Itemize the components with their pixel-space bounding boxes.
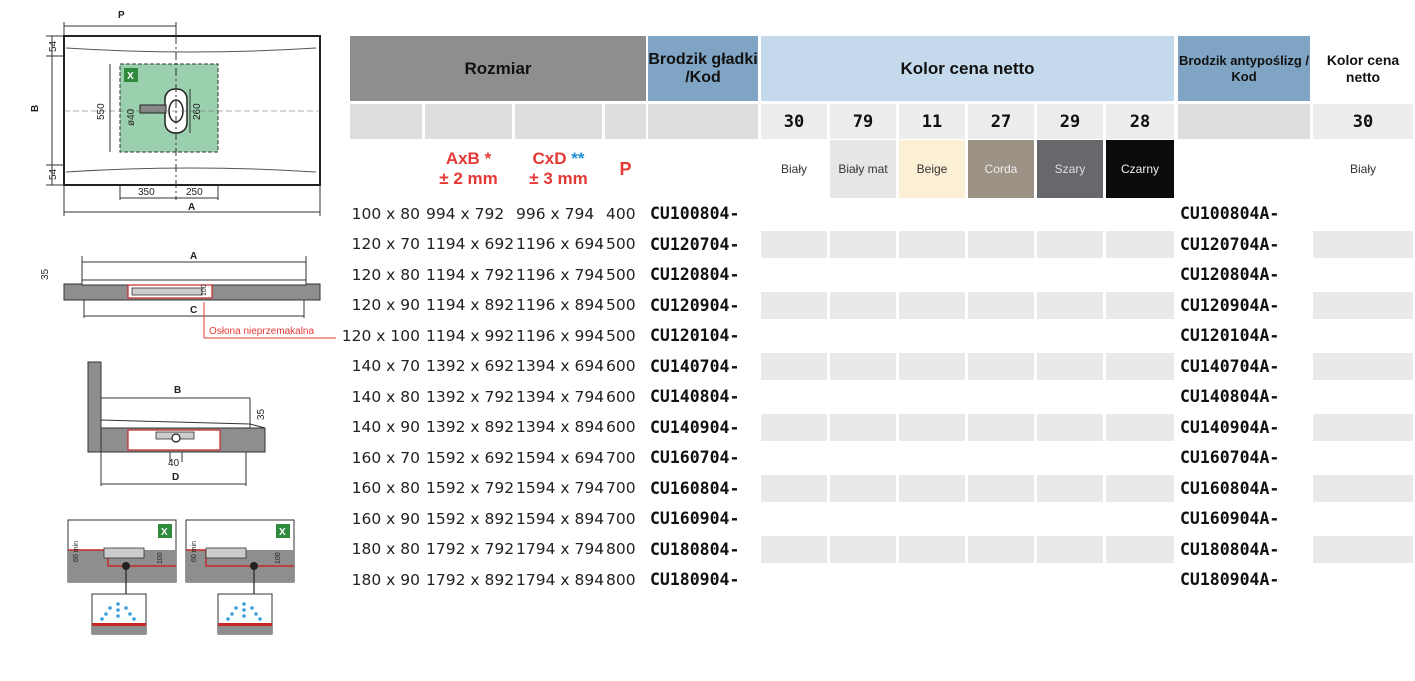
cell-p: 400 [606,204,636,223]
cell-cxd: 1794 x 794 [516,540,605,558]
cell-price [761,536,827,563]
cell-price [830,231,896,258]
cell-price [1037,322,1103,349]
cell-price [830,200,896,227]
color-code-79: 79 [830,104,896,139]
cell-code: CU140704- [650,356,740,376]
cell-code-anty: CU180904A- [1180,570,1280,589]
cell-price [1037,444,1103,471]
cell-price [1037,353,1103,380]
table-row [340,261,1415,288]
color-code-30-anty: 30 [1313,104,1413,139]
cell-price [830,322,896,349]
cell-price [968,200,1034,227]
cell-axb: 994 x 792 [426,204,505,223]
cell-axb: 1392 x 692 [426,357,515,375]
cell-price [899,200,965,227]
cell-price [968,353,1034,380]
end-40: 40 [168,458,180,469]
cell-price [899,475,965,502]
drain-right-badge: X [279,527,286,538]
cell-price [899,414,965,441]
axb-tolerance: ± 2 mm [439,169,498,188]
drain-view-right [186,520,294,634]
header-brodzik-gladki: Brodzik gładki /Kod [648,36,758,101]
cell-price-anty [1313,353,1413,380]
cell-price [968,383,1034,410]
swatch-beige: Beige [899,140,965,198]
cell-code-anty: CU120804A- [1180,265,1280,284]
table-row [340,475,1415,502]
cell-price-anty [1313,475,1413,502]
drain-left-badge: X [161,527,168,538]
cell-price [761,200,827,227]
dim-54-top: 54 [48,40,59,52]
code-blank-2 [425,104,512,139]
cell-p: 500 [606,235,636,253]
cell-code: CU120704- [650,234,740,254]
header-kolor-cena-2: Kolor cena netto [1313,36,1413,101]
cell-price [968,505,1034,532]
cell-code: CU180904- [650,570,740,589]
cell-p: 500 [606,265,636,284]
table-row [340,231,1415,258]
cell-cxd: 1196 x 794 [516,265,605,284]
cell-p: 600 [606,387,636,406]
cell-axb: 1194 x 692 [426,235,515,253]
cell-price [830,536,896,563]
cell-price [761,383,827,410]
cell-size: 140 x 80 [351,387,420,406]
cell-axb: 1392 x 892 [426,418,515,436]
cell-price-anty [1313,536,1413,563]
cell-price [1037,200,1103,227]
table-row [340,383,1415,410]
cell-code: CU100804- [650,204,740,223]
cell-price [899,322,965,349]
cxd-star: ** [571,149,585,168]
cell-price [830,353,896,380]
end-d-label: D [172,472,180,483]
cell-code: CU160804- [650,478,740,498]
cell-price [1106,475,1174,502]
table-row [340,200,1415,227]
top-view-drawing [30,10,320,216]
side-view-drawing [40,251,336,338]
cell-price [830,444,896,471]
swatch-bialy-mat: Biały mat [830,140,896,198]
cell-code: CU140904- [650,417,740,437]
table-row [340,444,1415,471]
cell-code-anty: CU180804A- [1180,539,1280,559]
technical-drawings [0,0,340,681]
cell-size: 160 x 70 [351,448,420,467]
cell-p: 500 [606,296,636,314]
cell-price [968,444,1034,471]
cell-price [968,414,1034,441]
cell-code-anty: CU160804A- [1180,478,1280,498]
cell-price [1106,536,1174,563]
axb-label: AxB [445,149,480,168]
swatch-bialy: Biały [761,140,827,198]
cell-cxd: 1394 x 694 [516,357,605,375]
drain-right-100: 100 [275,552,282,564]
cell-size: 160 x 90 [351,509,420,528]
drain-view-left [68,520,176,634]
cell-cxd: 1394 x 794 [516,387,605,406]
dim-p-label: P [118,10,125,21]
cell-price [899,353,965,380]
cell-price [761,322,827,349]
cell-price-anty [1313,414,1413,441]
side-35: 35 [40,268,51,280]
cell-price [1106,261,1174,288]
cell-cxd: 1594 x 794 [516,479,605,497]
cell-price [830,261,896,288]
cell-price [968,475,1034,502]
drain-left-100: 100 [157,552,164,564]
table-row [340,353,1415,380]
cell-price [830,566,896,593]
cell-price [830,505,896,532]
cell-price [899,536,965,563]
cell-size: 140 x 90 [351,418,420,436]
cell-code-anty: CU120104A- [1180,326,1280,345]
drain-left-60min: 60 min [73,540,80,562]
cell-size: 120 x 80 [351,265,420,284]
cell-code: CU120804- [650,265,740,284]
side-100: 100 [201,284,208,296]
cell-price [761,261,827,288]
cell-axb: 1792 x 792 [426,540,515,558]
cell-price-anty [1313,566,1413,593]
cell-price [1037,231,1103,258]
cell-price [1037,292,1103,319]
cell-price [1106,353,1174,380]
cell-price [830,292,896,319]
cell-price [761,292,827,319]
cell-price-anty [1313,383,1413,410]
cell-price [968,566,1034,593]
cell-cxd: 1196 x 894 [516,296,605,314]
cell-p: 700 [606,448,636,467]
cell-cxd: 1794 x 894 [516,570,605,589]
header-row-codes [340,104,1415,139]
code-blank-4 [605,104,646,139]
axb-header [425,140,512,198]
header-row-main [340,36,1415,101]
cell-price [1106,231,1174,258]
swatch-czarny: Czarny [1106,140,1174,198]
header-rozmiar: Rozmiar [350,36,646,101]
cell-size: 100 x 80 [351,204,420,223]
cell-size: 120 x 90 [351,296,420,314]
cell-price-anty [1313,292,1413,319]
cell-price [1106,200,1174,227]
cell-axb: 1592 x 892 [426,509,515,528]
table-row [340,322,1415,349]
cell-p: 700 [606,509,636,528]
end-35: 35 [256,408,267,420]
cell-p: 700 [606,479,636,497]
cell-price-anty [1313,200,1413,227]
cell-code-anty: CU140904A- [1180,417,1280,437]
cell-axb: 1194 x 792 [426,265,515,284]
cell-price [1037,475,1103,502]
dim-260: 260 [192,103,203,120]
end-b-label: B [174,385,182,396]
cxd-header [515,140,602,198]
cell-size: 160 x 80 [351,479,420,497]
cell-price [761,475,827,502]
cell-price [830,414,896,441]
cell-price [968,231,1034,258]
cell-price [761,566,827,593]
dim-b-label: B [30,104,41,112]
cell-cxd: 996 x 794 [516,204,595,223]
cell-price [1037,414,1103,441]
header-kolor-cena: Kolor cena netto [761,36,1174,101]
cell-p: 600 [606,357,636,375]
cell-axb: 1194 x 992 [426,326,515,345]
dim-a-label: A [188,202,196,213]
cell-code: CU120104- [650,326,740,345]
drawings-svg [0,0,340,681]
cell-price-anty [1313,261,1413,288]
color-code-28: 28 [1106,104,1174,139]
cell-price [761,505,827,532]
cell-price [899,383,965,410]
cell-axb: 1792 x 892 [426,570,515,589]
code-blank-3 [515,104,602,139]
cell-price [968,536,1034,563]
table-row [340,414,1415,441]
cell-size: 140 x 70 [351,357,420,375]
table-row [340,536,1415,563]
side-a-label: A [190,251,198,262]
color-code-29: 29 [1037,104,1103,139]
cell-size: 180 x 90 [351,570,420,589]
table-row [340,566,1415,593]
cell-price [899,292,965,319]
cell-price [1037,536,1103,563]
cell-price [899,566,965,593]
cell-p: 800 [606,540,636,558]
cell-price [830,475,896,502]
cell-price [761,444,827,471]
cell-size: 120 x 100 [341,326,420,345]
cell-p: 500 [606,326,636,345]
color-code-30: 30 [761,104,827,139]
side-c-label: C [190,305,198,316]
cell-price-anty [1313,444,1413,471]
cell-size: 120 x 70 [351,235,420,253]
cell-code: CU160904- [650,509,740,528]
cell-size: 180 x 80 [351,540,420,558]
cell-axb: 1592 x 692 [426,448,515,467]
cell-p: 600 [606,418,636,436]
cxd-label: CxD [532,149,567,168]
cell-price-anty [1313,231,1413,258]
cell-code-anty: CU100804A- [1180,204,1280,223]
end-view-drawing [88,362,267,486]
cell-price-anty [1313,505,1413,532]
cxd-tolerance: ± 3 mm [529,169,588,188]
dim-54-bottom: 54 [48,168,59,180]
cell-price [899,261,965,288]
cell-code: CU180804- [650,539,740,559]
side-note: Osłona nieprzemakalna [209,326,315,337]
cell-price [1037,261,1103,288]
cell-cxd: 1594 x 894 [516,509,605,528]
cell-code: CU140804- [650,387,740,406]
cell-price [1037,383,1103,410]
cell-code-anty: CU140804A- [1180,387,1280,406]
code-blank-6 [1178,104,1310,139]
cell-price [1106,566,1174,593]
drain-right-60min: 60 min [191,540,198,562]
dim-550: 550 [96,103,107,120]
cell-price [1106,322,1174,349]
cell-axb: 1392 x 792 [426,387,515,406]
code-blank-5 [648,104,758,139]
cell-price [761,414,827,441]
swatch-bialy-anty: Biały [1313,140,1413,198]
cell-price [899,231,965,258]
color-code-27: 27 [968,104,1034,139]
cell-code: CU120904- [650,295,740,315]
zone-x-badge: X [127,71,134,82]
cell-price [761,231,827,258]
swatch-szary: Szary [1037,140,1103,198]
cell-cxd: 1196 x 994 [516,326,605,345]
dim-350: 350 [138,187,155,198]
cell-price [968,261,1034,288]
table-row [340,505,1415,532]
cell-price [1106,383,1174,410]
axb-star: * [484,149,492,168]
cell-code-anty: CU160904A- [1180,509,1280,528]
cell-p: 800 [606,570,636,589]
cell-cxd: 1594 x 694 [516,448,605,467]
cell-price [968,292,1034,319]
cell-code-anty: CU120704A- [1180,234,1280,254]
cell-price [1106,444,1174,471]
cell-axb: 1592 x 792 [426,479,515,497]
cell-price [761,353,827,380]
dim-o40: ø40 [126,108,137,126]
cell-price [899,444,965,471]
table-row [340,292,1415,319]
p-header: P [619,158,632,179]
cell-price [1037,566,1103,593]
cell-code-anty: CU120904A- [1180,295,1280,315]
swatch-corda: Corda [968,140,1034,198]
cell-cxd: 1196 x 694 [516,235,605,253]
code-blank-1 [350,104,422,139]
color-code-11: 11 [899,104,965,139]
cell-cxd: 1394 x 894 [516,418,605,436]
cell-price [1106,292,1174,319]
cell-price [1106,505,1174,532]
cell-price [1106,414,1174,441]
cell-price-anty [1313,322,1413,349]
header-row-swatches [340,140,1415,198]
cell-code: CU160704- [650,448,740,467]
cell-price [899,505,965,532]
header-brodzik-antyposlizg: Brodzik antypoślizg / Kod [1178,36,1310,101]
cell-code-anty: CU160704A- [1180,448,1280,467]
cell-code-anty: CU140704A- [1180,356,1280,376]
cell-price [968,322,1034,349]
cell-price [1037,505,1103,532]
cell-axb: 1194 x 892 [426,296,515,314]
dim-250: 250 [186,187,203,198]
cell-price [830,383,896,410]
